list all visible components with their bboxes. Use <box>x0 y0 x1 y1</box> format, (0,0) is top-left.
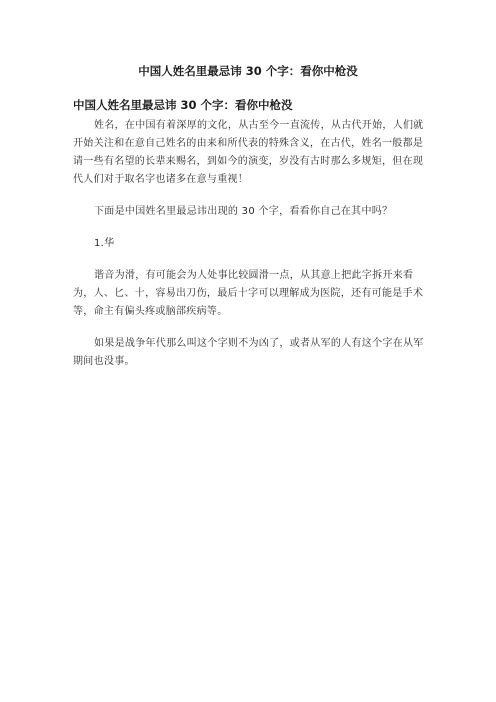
paragraph-note: 如果是战争年代那么叫这个字则不为凶了，或者从军的人有这个字在从军期间也没事。 <box>73 338 424 367</box>
list-item-heading: 1.华 <box>94 238 115 249</box>
document-title: 中国人姓名里最忌讳 30 个字：看你中枪没 <box>138 64 358 78</box>
article-body <box>73 97 433 371</box>
paragraph-lead-in: 下面是中国姓名里最忌讳出现的 30 个字，看看你自己在其中吗？ <box>94 206 393 217</box>
paragraph-intro: 姓名，在中国有着深厚的文化，从古至今一直流传，从古代开始，人们就开始关注和在意自己姓名的由来和所代表的特殊含义，在古代，姓名一般都是请一些有名望的长辈来赐名，到如今的演变，岁没有古时那么多规矩，但在现代人们对于取名字也诸多在意与重视！ <box>73 120 424 185</box>
paragraph-explanation: 谐音为滑，有可能会为人处事比较圆滑一点，从其意上把此字拆开来看为，人、匕、十，容易出刀伤，最后十字可以理解成为医院，还有可能是手术等，命主有偏头疼或脑部疾病等。 <box>73 270 424 317</box>
article-heading: 中国人姓名里最忌讳 30 个字：看你中枪没 <box>73 98 293 112</box>
